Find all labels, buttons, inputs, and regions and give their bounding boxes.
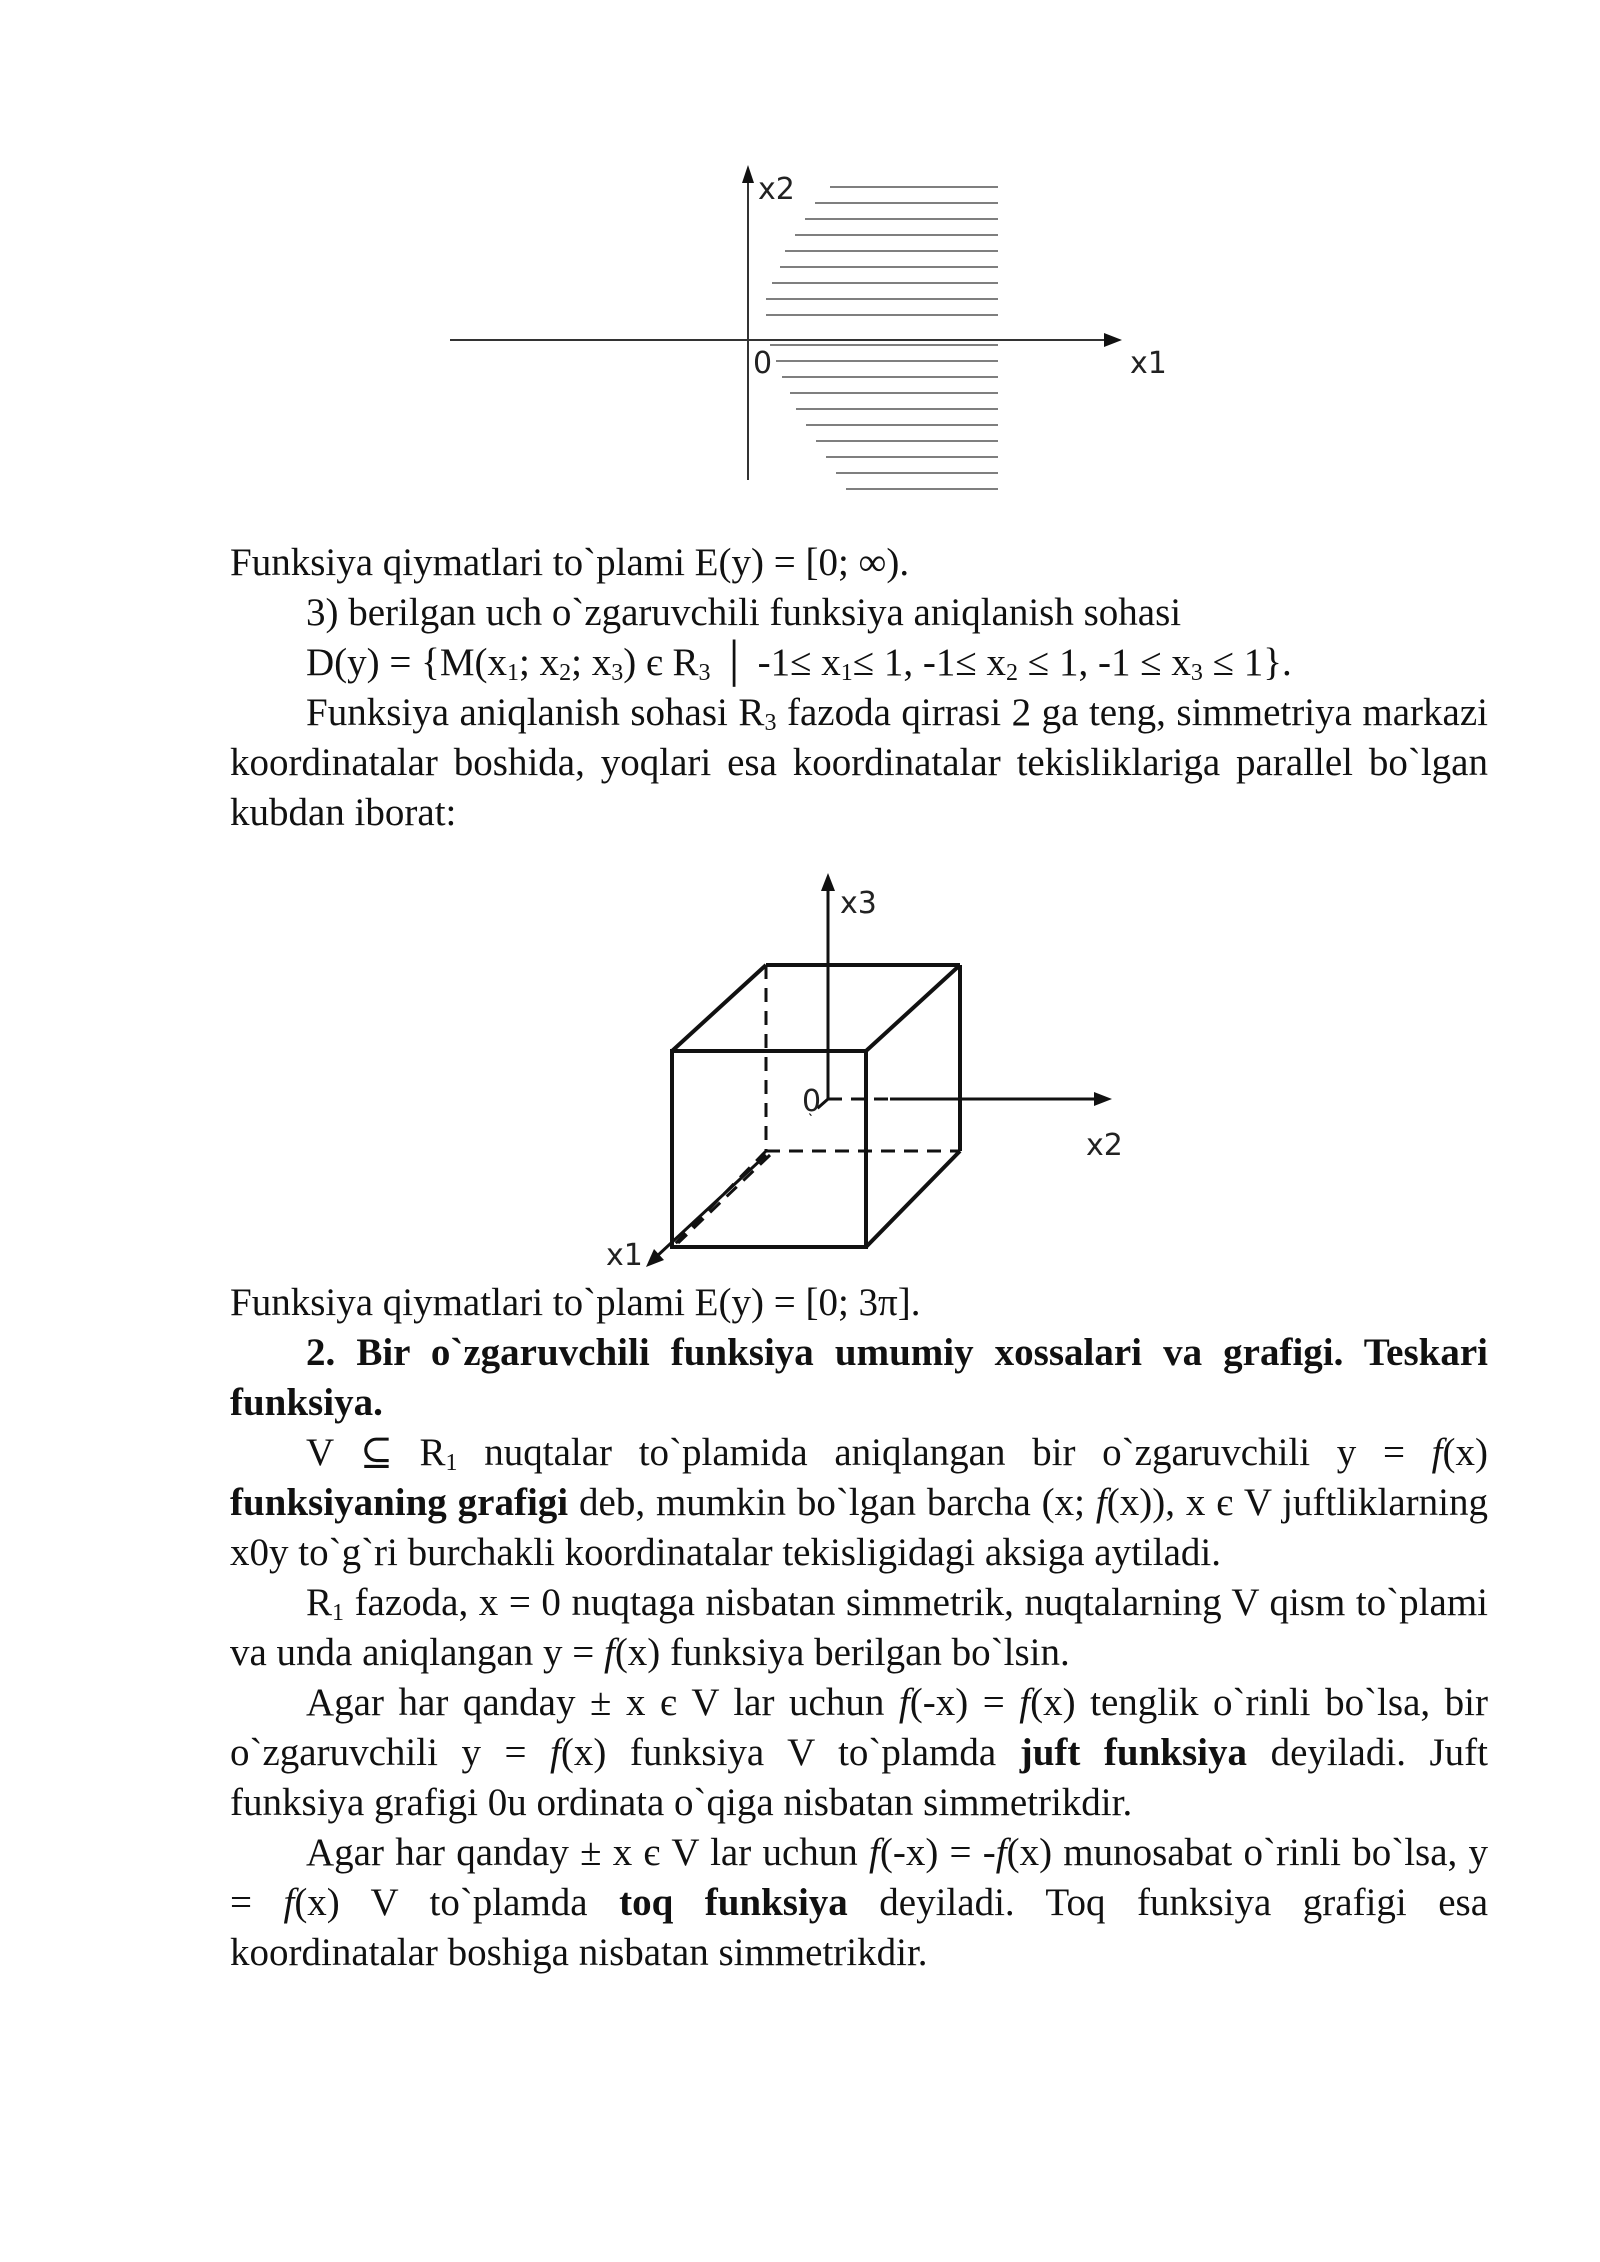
- text-block-1: [230, 538, 1488, 838]
- graph-definition: V ⊆ $R_1$ nuqtalar to`plamida aniqlangan bir o`zgaruvchili y = f(x) funksiyaning grafigi deb, mumkin bo`lgan barcha (x; f(x)), x є V juftliklarning x0y to`g`ri burchakli koordinatalar tekisligidagi aksiga aytiladi.: [230, 1431, 1488, 1574]
- cube-description: Funksiya aniqlanish sohasi $R_3$ fazoda qirrasi 2 ga teng, simmetriya markazi koordinatalar boshida, yoqlari esa koordinatalar tekisliklariga parallel bo`lgan kubdan iborat:: [230, 691, 1488, 834]
- x2-axis-label: x2: [1086, 1128, 1123, 1163]
- x3-axis-label: x3: [840, 886, 877, 921]
- origin-label: 0: [753, 346, 773, 381]
- x1-axis-label: x1: [606, 1238, 643, 1273]
- section-heading: 2. Bir o`zgaruvchili funksiya umumiy xossalari va grafigi. Teskari funksiya.: [230, 1331, 1488, 1424]
- odd-function: Agar har qanday ± x є V lar uchun f(-x) = -f(x) munosabat o`rinli bo`lsa, y = f(x) V to`plamda toq funksiya deyiladi. Toq funksiya grafigi esa koordinatalar boshiga nisbatan simmetrikdir.: [230, 1831, 1489, 1974]
- range-line-2: Funksiya qiymatlari to`plami E(y) = [0; 3π].: [230, 1281, 921, 1324]
- origin-label: 0: [802, 1084, 822, 1119]
- range-line-1: Funksiya qiymatlari to`plami E(y) = [0; ∞).: [230, 541, 910, 584]
- symmetric-set: $R_1$ fazoda, x = 0 nuqtaga nisbatan simmetrik, nuqtalarning V qism to`plami va unda aniqlangan y = f(x) funksiya berilgan bo`lsin.: [230, 1581, 1488, 1674]
- item-3-line: 3) berilgan uch o`zgaruvchili funksiya aniqlanish sohasi: [306, 591, 1182, 634]
- x1-axis-label: x1: [1130, 346, 1167, 381]
- even-function: Agar har qanday ± x є V lar uchun f(-x) = f(x) tenglik o`rinli bo`lsa, bir o`zgaruvchili y = f(x) funksiya V to`plamda juft funksiya deyiladi. Juft funksiya grafigi 0u ordinata o`qiga nisbatan simmetrikdir.: [230, 1681, 1488, 1824]
- x2-axis-label: x2: [758, 172, 795, 207]
- text-block-2: [230, 1278, 1488, 1978]
- figure-cube: [600, 865, 1140, 1285]
- figure-half-plane: [440, 155, 1167, 525]
- domain-formula: $D(y) = \{M(x_1$; $x_2$; $x_3$) є $R_3$ │ $-1\le x_1\le 1$, $-1\le x_2 \le 1$, $-1 \le x_3 \le 1$}.: [306, 641, 1292, 686]
